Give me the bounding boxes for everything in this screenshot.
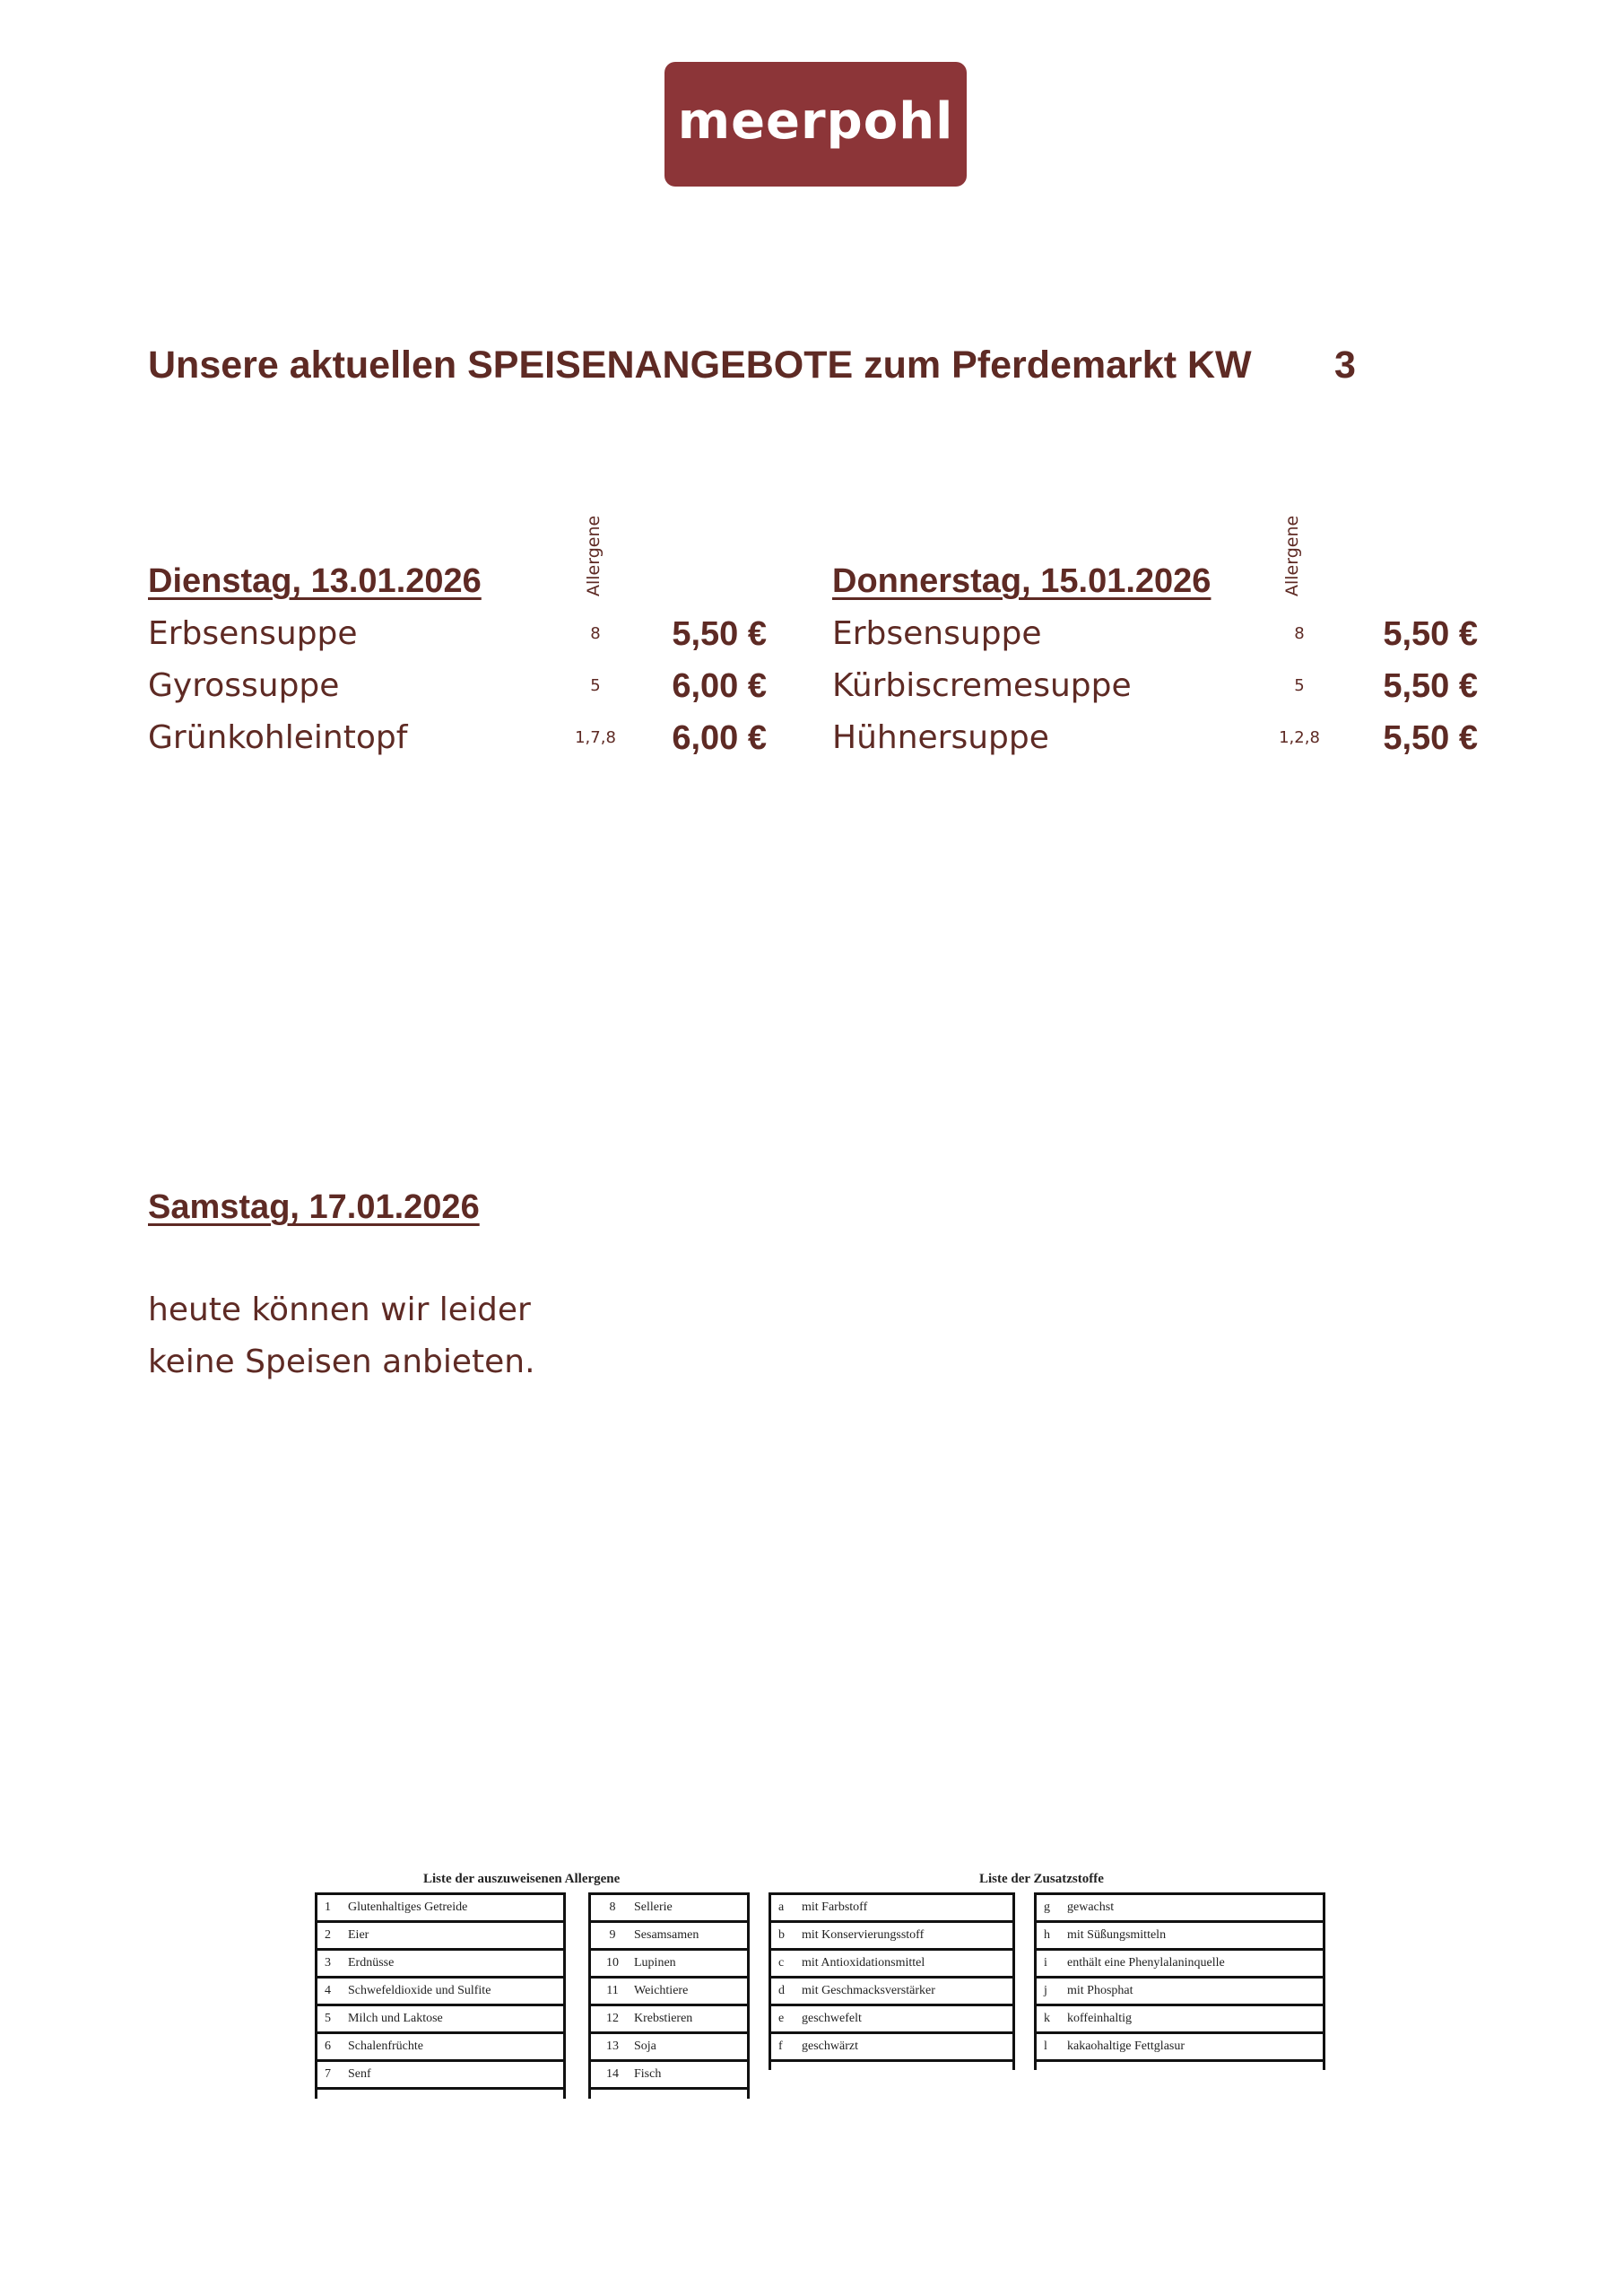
legend-label: Senf: [348, 2067, 371, 2081]
dish-name: Erbsensuppe: [832, 615, 1042, 652]
legend-row: [771, 2006, 1012, 2034]
legend-key: k: [1044, 2012, 1050, 2025]
dish-name: Hühnersuppe: [832, 719, 1049, 756]
legend-row: [591, 1923, 747, 1951]
legend-row: [317, 2006, 563, 2034]
legend-row: [317, 2062, 563, 2090]
meerpohl-logo: meerpohl: [664, 62, 967, 187]
menu-item: [832, 667, 1478, 719]
dish-price: 5,50 €: [1383, 615, 1478, 653]
no-food-notice: [148, 1284, 535, 1388]
legend-label: Soja: [634, 2039, 656, 2053]
legend-row: [1037, 1923, 1323, 1951]
dish-allergens: 1,7,8: [575, 728, 616, 747]
legend-row: [771, 1895, 1012, 1923]
legend-row: [317, 1895, 563, 1923]
legend-row: [591, 1979, 747, 2006]
legend-label: Milch und Laktose: [348, 2012, 443, 2025]
legend-key: 5: [325, 2012, 331, 2025]
legend-label: Lupinen: [634, 1956, 676, 1970]
day-title-saturday: Samstag, 17.01.2026: [148, 1188, 480, 1226]
allergen-legend-table-left: [315, 1892, 566, 2099]
menu-item: [832, 615, 1478, 667]
dish-allergens: 5: [1294, 676, 1305, 695]
legend-label: mit Geschmacksverstärker: [802, 1984, 935, 1997]
legend-label: koffeinhaltig: [1067, 2012, 1133, 2025]
legend-key: d: [778, 1984, 785, 1997]
menu-item: [148, 615, 767, 667]
legend-key: g: [1044, 1900, 1050, 1914]
dish-allergens: 8: [590, 624, 601, 643]
additives-legend-table-right: [1034, 1892, 1325, 2070]
dish-name: Kürbiscremesuppe: [832, 667, 1132, 704]
legend-key: e: [778, 2012, 785, 2025]
legend-label: mit Phosphat: [1067, 1984, 1133, 1997]
legend-row: [591, 1951, 747, 1979]
legend-key: 4: [325, 1984, 331, 1997]
legend-key: 13: [606, 2039, 619, 2053]
legend-label: kakaohaltige Fettglasur: [1067, 2039, 1185, 2053]
allergen-legend-table-right: [588, 1892, 750, 2099]
dish-name: Grünkohleintopf: [148, 719, 408, 756]
dish-allergens: 1,2,8: [1279, 728, 1320, 747]
legend-label: mit Antioxidationsmittel: [802, 1956, 925, 1970]
legend-row: [1037, 1979, 1323, 2006]
day-title-tuesday: Dienstag, 13.01.2026: [148, 562, 482, 600]
additives-legend-title: Liste der Zusatzstoffe: [979, 1872, 1104, 1886]
legend-row: [1037, 2034, 1323, 2062]
legend-row: [591, 2062, 747, 2090]
legend-label: Krebstieren: [634, 2012, 693, 2025]
additives-legend-table-left: [769, 1892, 1015, 2070]
legend-key: f: [778, 2039, 783, 2053]
legend-key: i: [1044, 1956, 1047, 1970]
legend-row: [771, 1979, 1012, 2006]
legend-key: b: [778, 1928, 785, 1942]
legend-key: a: [778, 1900, 785, 1914]
allergen-column-header: Allergene: [1282, 515, 1302, 596]
legend-row: [591, 1895, 747, 1923]
dish-name: Gyrossuppe: [148, 667, 340, 704]
legend-row: [317, 1951, 563, 1979]
legend-label: geschwefelt: [802, 2012, 862, 2025]
legend-label: mit Farbstoff: [802, 1900, 868, 1914]
legend-label: mit Konservierungsstoff: [802, 1928, 925, 1942]
legend-row: [771, 2034, 1012, 2062]
legend-label: geschwärzt: [802, 2039, 858, 2053]
menu-item: [148, 667, 767, 719]
legend-key: 11: [606, 1984, 619, 1997]
dish-price: 5,50 €: [1383, 719, 1478, 757]
legend-label: Glutenhaltiges Getreide: [348, 1900, 468, 1914]
legend-key: 1: [325, 1900, 331, 1914]
legend-key: h: [1044, 1928, 1050, 1942]
legend-row: [1037, 2006, 1323, 2034]
legend-row: [317, 1979, 563, 2006]
dish-price: 6,00 €: [672, 719, 767, 757]
dish-allergens: 5: [590, 676, 601, 695]
legend-row: [1037, 1895, 1323, 1923]
calendar-week-number: 3: [1334, 344, 1356, 387]
legend-label: Eier: [348, 1928, 369, 1942]
menu-item: [832, 719, 1478, 771]
dish-price: 5,50 €: [1383, 667, 1478, 705]
legend-label: Sellerie: [634, 1900, 673, 1914]
dish-price: 6,00 €: [672, 667, 767, 705]
legend-label: gewachst: [1067, 1900, 1115, 1914]
legend-key: 12: [606, 2012, 619, 2025]
legend-key: 2: [325, 1928, 331, 1942]
legend-label: Erdnüsse: [348, 1956, 395, 1970]
legend-label: Schwefeldioxide und Sulfite: [348, 1984, 491, 1997]
legend-key: j: [1044, 1984, 1047, 1997]
legend-row: [1037, 1951, 1323, 1979]
legend-label: enthält eine Phenylalaninquelle: [1067, 1956, 1225, 1970]
legend-row: [591, 2006, 747, 2034]
day-title-thursday: Donnerstag, 15.01.2026: [832, 562, 1211, 600]
legend-row: [771, 1951, 1012, 1979]
legend-row: [317, 1923, 563, 1951]
notice-line: keine Speisen anbieten.: [148, 1344, 535, 1380]
legend-key: c: [778, 1956, 785, 1970]
legend-key: 3: [325, 1956, 331, 1970]
legend-key: 9: [609, 1928, 616, 1942]
allergen-legend-title: Liste der auszuweisenen Allergene: [423, 1872, 621, 1886]
menu-item: [148, 719, 767, 771]
headline-text: Unsere aktuellen SPEISENANGEBOTE zum Pferdemarkt KW: [148, 344, 1252, 387]
dish-allergens: 8: [1294, 624, 1305, 643]
legend-row: [591, 2034, 747, 2062]
legend-key: 6: [325, 2039, 331, 2053]
legend-label: Weichtiere: [634, 1984, 689, 1997]
notice-line: heute können wir leider: [148, 1292, 531, 1328]
dish-name: Erbsensuppe: [148, 615, 358, 652]
legend-key: 7: [325, 2067, 331, 2081]
legend-key: 10: [606, 1956, 619, 1970]
legend-label: Sesamsamen: [634, 1928, 699, 1942]
legend-key: 14: [606, 2067, 619, 2081]
legend-key: 8: [609, 1900, 616, 1914]
legend-label: Schalenfrüchte: [348, 2039, 423, 2053]
dish-price: 5,50 €: [672, 615, 767, 653]
legend-row: [771, 1923, 1012, 1951]
page-headline: [148, 344, 1403, 397]
allergen-column-header: Allergene: [584, 515, 604, 596]
legend-row: [317, 2034, 563, 2062]
legend-key: l: [1044, 2039, 1047, 2053]
legend-label: Fisch: [634, 2067, 662, 2081]
legend-label: mit Süßungsmitteln: [1067, 1928, 1167, 1942]
